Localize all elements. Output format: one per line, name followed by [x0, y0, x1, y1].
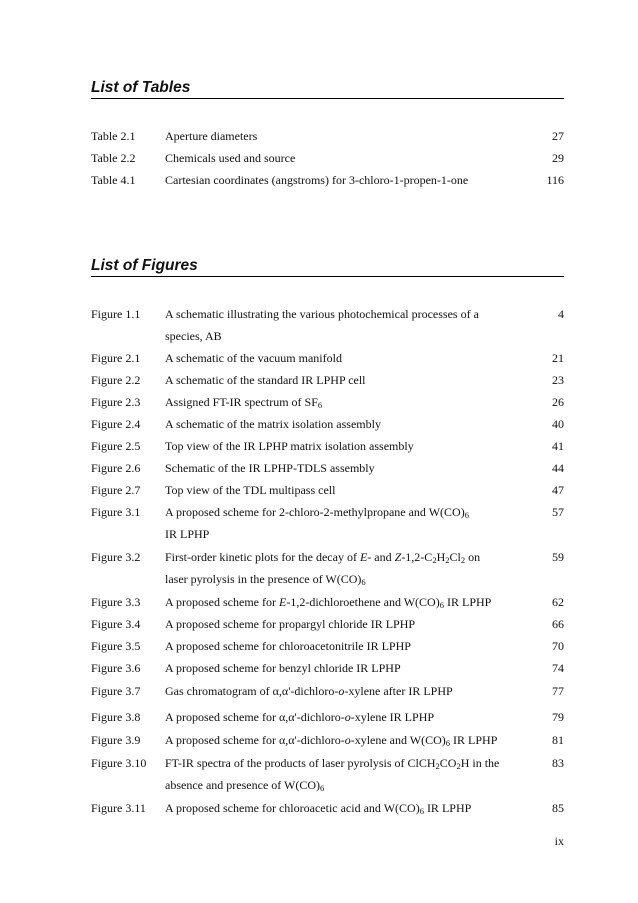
entry-page: 74	[552, 661, 564, 675]
entry-title: Top view of the TDL multipass cell	[165, 483, 336, 497]
entry-title: Schematic of the IR LPHP-TDLS assembly	[165, 461, 375, 475]
entry-label: Table 4.1	[91, 173, 136, 187]
entry-label: Figure 3.11	[91, 801, 146, 815]
entry-title: Assigned FT-IR spectrum of $SF_6$	[165, 395, 323, 410]
entry-label: Figure 2.3	[91, 395, 141, 409]
entry-page: 44	[552, 461, 564, 475]
entry-title: Top view of the IR LPHP matrix isolation assembly	[165, 439, 414, 453]
entry-title: A proposed scheme for α,α'-dichloro-o-xylene and $W(CO)_6$ IR LPHP	[165, 733, 498, 748]
entry-page: 4	[558, 307, 564, 321]
entry-page: 116	[546, 173, 564, 187]
entry-label: Figure 3.2	[91, 550, 141, 564]
entry-title: A schematic illustrating the various photochemical processes of a species, AB	[165, 307, 479, 343]
entry-title: A schematic of the standard IR LPHP cell	[165, 373, 366, 387]
entry-page: 41	[552, 439, 564, 453]
entry-label: Table 2.1	[91, 129, 136, 143]
entry-title: Aperture diameters	[165, 129, 258, 143]
entry-title: A proposed scheme for 2-chloro-2-methylpropane and $W(CO)_6$ IR LPHP	[165, 505, 469, 541]
entry-title: Cartesian coordinates (angstroms) for 3-chloro-1-propen-1-one	[165, 173, 469, 187]
entry-label: Figure 2.1	[91, 351, 141, 365]
entry-page: 70	[552, 639, 564, 653]
entry-label: Figure 3.8	[91, 710, 141, 724]
entry-page: 66	[552, 617, 564, 631]
entry-page: 29	[552, 151, 564, 165]
entry-title: A schematic of the vacuum manifold	[165, 351, 342, 365]
entry-label: Figure 2.4	[91, 417, 141, 431]
entry-page: 47	[552, 483, 564, 497]
entry-page: 23	[552, 373, 564, 387]
entry-label: Figure 3.6	[91, 661, 141, 675]
entry-page: 85	[552, 801, 564, 815]
entry-title: FT-IR spectra of the products of laser pyrolysis of $ClCH_2CO_2H$ in the absence and presence of $W(CO)_6$	[165, 756, 500, 793]
entry-label: Figure 2.6	[91, 461, 141, 475]
entry-title: Gas chromatogram of α,α'-dichloro-o-xylene after IR LPHP	[165, 684, 453, 698]
entry-page: 59	[552, 550, 564, 564]
entry-label: Figure 3.1	[91, 505, 141, 519]
entry-label: Figure 2.5	[91, 439, 141, 453]
entry-title: A schematic of the matrix isolation assembly	[165, 417, 381, 431]
entry-label: Figure 3.3	[91, 595, 141, 609]
entry-page: 57	[552, 505, 564, 519]
entry-title: Chemicals used and source	[165, 151, 296, 165]
entry-label: Figure 1.1	[91, 307, 141, 321]
entry-label: Figure 2.2	[91, 373, 141, 387]
entry-page: 21	[552, 351, 564, 365]
entry-label: Figure 3.9	[91, 733, 141, 747]
tables-heading-rule	[91, 98, 564, 99]
entry-title: First-order kinetic plots for the decay of E- and $Z-1,2-C_2H_2Cl_2$ on laser pyrolysis in the presence of $W(CO)_6$	[165, 550, 481, 587]
page-number: ix	[554, 834, 564, 848]
entry-label: Figure 3.4	[91, 617, 141, 631]
entry-title: A proposed scheme for propargyl chloride IR LPHP	[165, 617, 416, 631]
entry-page: 83	[552, 756, 564, 770]
figures-heading-rule	[91, 276, 564, 277]
entry-label: Table 2.2	[91, 151, 136, 165]
entry-page: 27	[552, 129, 564, 143]
entry-title: A proposed scheme for benzyl chloride IR LPHP	[165, 661, 401, 675]
entry-label: Figure 3.5	[91, 639, 141, 653]
entry-page: 81	[552, 733, 564, 747]
entry-page: 79	[552, 710, 564, 724]
entry-label: Figure 2.7	[91, 483, 141, 497]
entry-page: 26	[552, 395, 564, 409]
entry-title: A proposed scheme for chloroacetonitrile IR LPHP	[165, 639, 411, 653]
list-of-figures-heading: List of Figures	[91, 257, 198, 274]
entry-title: A proposed scheme for chloroacetic acid and $W(CO)_6$ IR LPHP	[165, 801, 472, 816]
entry-label: Figure 3.10	[91, 756, 147, 770]
list-of-tables-heading: List of Tables	[91, 79, 191, 96]
entry-title: A proposed scheme for α,α'-dichloro-o-xylene IR LPHP	[165, 710, 435, 724]
entry-title: A proposed scheme for E-1,2-dichloroethene and $W(CO)_6$ IR LPHP	[165, 595, 492, 610]
entry-page: 62	[552, 595, 564, 609]
entry-page: 77	[552, 684, 564, 698]
entry-label: Figure 3.7	[91, 684, 141, 698]
entry-page: 40	[552, 417, 564, 431]
